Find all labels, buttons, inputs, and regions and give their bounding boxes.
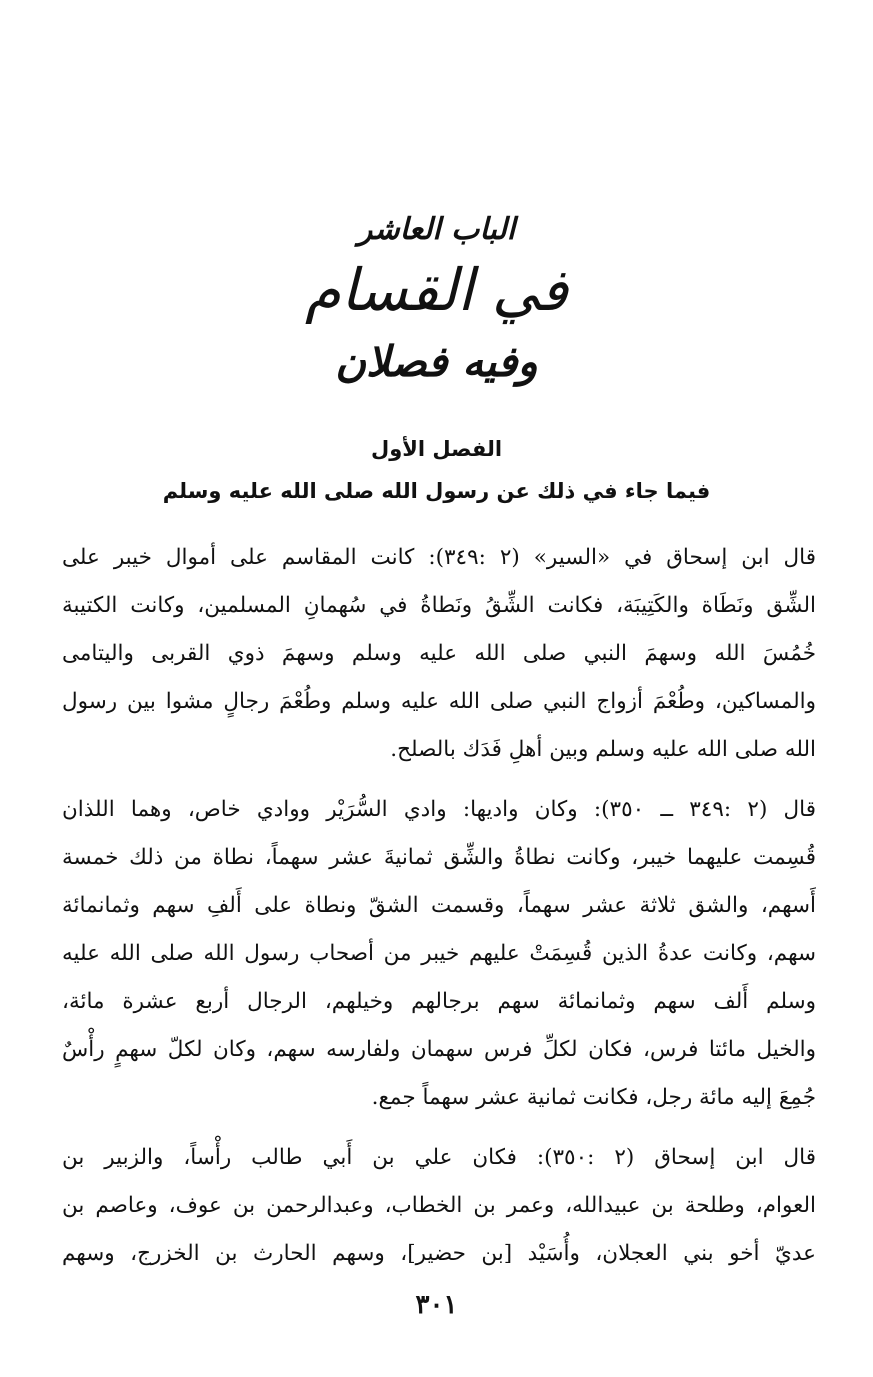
section-subtitle: فيما جاء في ذلك عن رسول الله صلى الله عليه وسلم [162, 479, 711, 503]
chapter-label: الباب العاشر [357, 212, 516, 247]
page-number: ٣٠١ [415, 1290, 458, 1320]
chapter-title: في القسام [305, 256, 568, 324]
text-line: العوام، وطلحة بن عبيدالله، وعمر بن الخطاب، وعبدالرحمن بن عوف، وعاصم بن [62, 1193, 816, 1218]
paragraph [62, 534, 816, 774]
body-text [62, 534, 816, 1278]
paragraph [62, 1134, 816, 1278]
text-line: والمساكين، وطُعْمَ أزواج النبي صلى الله عليه وسلم وطُعْمَ رجالٍ مشوا بين رسول [62, 689, 816, 714]
text-line: سهم، وكانت عدةُ الذين قُسِمَتْ عليهم خيبر من أصحاب رسول الله صلى الله عليه [62, 941, 816, 966]
text-line: خُمُسَ الله وسهمَ النبي صلى الله عليه وسلم وسهمَ ذوي القربى واليتامى [62, 641, 816, 666]
text-line: قال ابن إسحاق (٢ :٣٥٠): فكان علي بن أَبي طالب رأْساً، والزبير بن [62, 1145, 816, 1170]
text-line: والخيل مائتا فرس، فكان لكلِّ فرس سهمان ولفارسه سهم، وكان لكلّ سهمٍ رأْسٌ [62, 1037, 816, 1062]
text-line: قال ابن إسحاق في «السير» (٢ :٣٤٩): كانت المقاسم على أموال خيبر على [62, 545, 816, 570]
text-line: وسلم أَلف سهم وثمانمائة سهم برجالهم وخيلهم، الرجال أربع عشرة مائة، [62, 989, 816, 1014]
text-line: جُمِعَ إليه مائة رجل، فكانت ثمانية عشر سهماً جمع. [371, 1085, 816, 1110]
paragraph [62, 786, 816, 1122]
text-line: قُسِمت عليهما خيبر، وكانت نطاةُ والشِّق ثمانيةَ عشر سهماً، نطاة من ذلك خمسة [62, 845, 816, 870]
chapter-heading [0, 208, 873, 396]
section-heading [0, 428, 873, 512]
text-line: الله صلى الله عليه وسلم وبين أهلِ فَدَك بالصلح. [390, 737, 816, 762]
text-line: قال (٢ :٣٤٩ ــ ٣٥٠): وكان واديها: وادي السُّرَيْر ووادي خاص، وهما اللذان [62, 797, 816, 822]
chapter-subtitle: وفيه فصلان [335, 337, 538, 386]
text-line: الشِّق ونَطَاة والكَتِيبَة، فكانت الشِّقُ ونَطاةُ في سُهمانِ المسلمين، وكانت الكتيبة [62, 593, 816, 618]
text-line: أَسهم، والشق ثلاثة عشر سهماً، وقسمت الشقّ ونطاة على أَلفِ سهم وثمانمائة [62, 893, 816, 918]
text-line: عديّ أخو بني العجلان، وأُسَيْد [بن حضير]، وسهم الحارث بن الخزرج، وسهم [62, 1241, 816, 1266]
section-title: الفصل الأول [370, 437, 503, 461]
